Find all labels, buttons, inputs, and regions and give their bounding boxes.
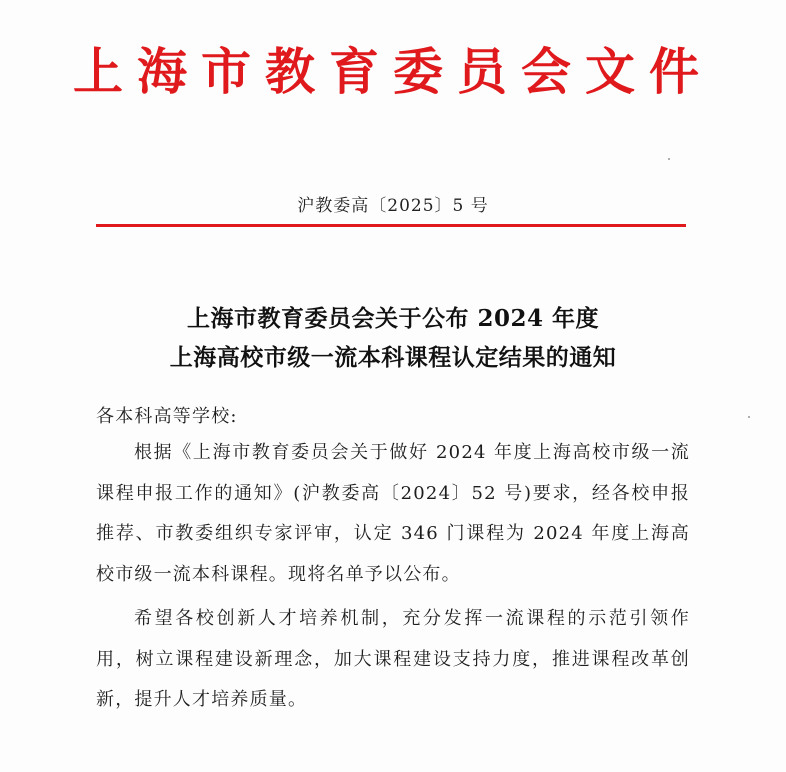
red-divider-line	[96, 224, 686, 227]
salutation: 各本科高等学校:	[96, 406, 238, 427]
notice-title-line-2: 上海高校市级一流本科课程认定结果的通知	[169, 344, 617, 371]
masthead-title: 上海市教育委员会文件	[73, 43, 713, 101]
body-paragraph-2: 希望各校创新人才培养机制，充分发挥一流课程的示范引领作用，树立课程建设新理念，加大课程建设支持力度，推进课程改革创新，提升人才培养质量。	[96, 608, 690, 710]
document-number: 沪教委高〔2025〕5 号	[297, 196, 489, 216]
scan-speck	[668, 158, 670, 160]
body-paragraph-1: 根据《上海市教育委员会关于做好 2024 年度上海高校市级一流课程申报工作的通知》(沪教委高〔2024〕52 号)要求，经各校申报推荐、市教委组织专家评审，认定 346 门课程为 2024 年度上海高校市级一流本科课程。现将名单予以公布。	[96, 442, 690, 585]
notice-title-line-1: 上海市教育委员会关于公布 2024 年度	[186, 305, 600, 332]
scan-speck	[748, 416, 750, 418]
